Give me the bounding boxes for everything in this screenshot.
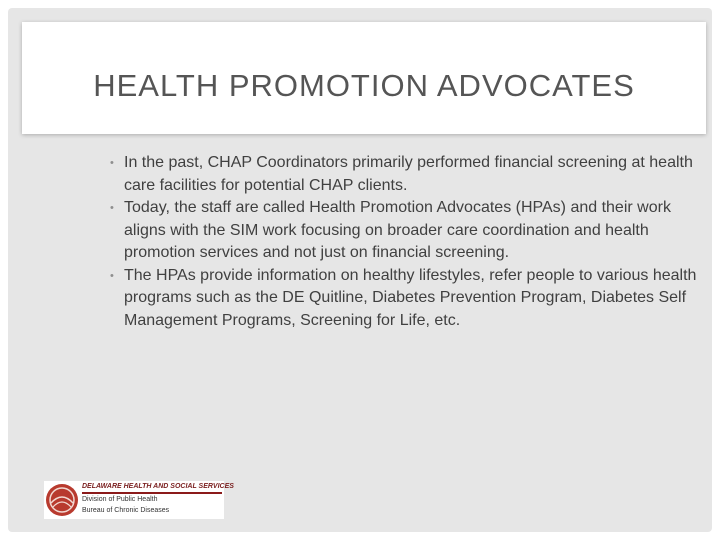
bullet-item: • Today, the staff are called Health Promotion Advocates (HPAs) and their work aligns with the SIM work focusing on broader care coordination and health promotion services and not just on financial screening.	[110, 197, 700, 265]
bullet-item: • In the past, CHAP Coordinators primarily performed financial screening at health care facilities for potential CHAP clients.	[110, 152, 700, 197]
title-band	[22, 22, 706, 134]
logo-bureau: Bureau of Chronic Diseases	[82, 507, 170, 514]
dhss-logo	[44, 481, 234, 519]
dhss-seal-icon	[45, 483, 79, 517]
slide-title: HEALTH PROMOTION ADVOCATES	[93, 68, 635, 103]
slide	[8, 8, 712, 532]
bullet-list	[110, 152, 700, 332]
bullet-item: • The HPAs provide information on healthy lifestyles, refer people to various health programs such as the DE Quitline, Diabetes Prevention Program, Diabetes Self Management Programs, Screening for Life, etc.	[110, 265, 700, 333]
logo-divider	[82, 492, 222, 494]
logo-division: Division of Public Health	[82, 496, 158, 503]
logo-org-name: DELAWARE HEALTH AND SOCIAL SERVICES	[82, 483, 234, 490]
